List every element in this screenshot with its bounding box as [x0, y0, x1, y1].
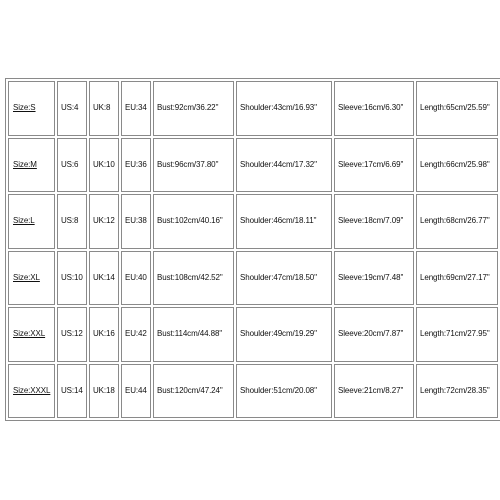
bust-measure: Bust:92cm/36.22'' — [153, 81, 234, 136]
us-size: US:8 — [57, 194, 87, 249]
shoulder-measure: Shoulder:51cm/20.08'' — [236, 364, 332, 419]
shoulder-measure: Shoulder:44cm/17.32'' — [236, 138, 332, 193]
sleeve-measure: Sleeve:21cm/8.27'' — [334, 364, 414, 419]
length-measure: Length:68cm/26.77'' — [416, 194, 498, 249]
eu-size: EU:38 — [121, 194, 151, 249]
eu-size: EU:34 — [121, 81, 151, 136]
uk-size: UK:16 — [89, 307, 119, 362]
uk-size: UK:12 — [89, 194, 119, 249]
shoulder-measure: Shoulder:47cm/18.50'' — [236, 251, 332, 306]
uk-size: UK:8 — [89, 81, 119, 136]
bust-measure: Bust:120cm/47.24'' — [153, 364, 234, 419]
size-label: Size:M — [8, 138, 55, 193]
us-size: US:6 — [57, 138, 87, 193]
bust-measure: Bust:102cm/40.16'' — [153, 194, 234, 249]
us-size: US:14 — [57, 364, 87, 419]
length-measure: Length:71cm/27.95'' — [416, 307, 498, 362]
size-label: Size:XXL — [8, 307, 55, 362]
size-label: Size:L — [8, 194, 55, 249]
sleeve-measure: Sleeve:16cm/6.30'' — [334, 81, 414, 136]
length-measure: Length:65cm/25.59'' — [416, 81, 498, 136]
uk-size: UK:14 — [89, 251, 119, 306]
length-measure: Length:69cm/27.17'' — [416, 251, 498, 306]
us-size: US:10 — [57, 251, 87, 306]
bust-measure: Bust:114cm/44.88'' — [153, 307, 234, 362]
size-row — [8, 251, 498, 306]
length-measure: Length:66cm/25.98'' — [416, 138, 498, 193]
uk-size: UK:10 — [89, 138, 119, 193]
us-size: US:12 — [57, 307, 87, 362]
size-label: Size:XXXL — [8, 364, 55, 419]
us-size: US:4 — [57, 81, 87, 136]
shoulder-measure: Shoulder:46cm/18.11'' — [236, 194, 332, 249]
eu-size: EU:36 — [121, 138, 151, 193]
size-label: Size:XL — [8, 251, 55, 306]
eu-size: EU:42 — [121, 307, 151, 362]
bust-measure: Bust:108cm/42.52'' — [153, 251, 234, 306]
size-chart-table — [5, 78, 500, 421]
shoulder-measure: Shoulder:43cm/16.93'' — [236, 81, 332, 136]
uk-size: UK:18 — [89, 364, 119, 419]
sleeve-measure: Sleeve:20cm/7.87'' — [334, 307, 414, 362]
sleeve-measure: Sleeve:18cm/7.09'' — [334, 194, 414, 249]
eu-size: EU:44 — [121, 364, 151, 419]
size-row — [8, 364, 498, 419]
sleeve-measure: Sleeve:17cm/6.69'' — [334, 138, 414, 193]
shoulder-measure: Shoulder:49cm/19.29'' — [236, 307, 332, 362]
size-row — [8, 81, 498, 136]
size-label: Size:S — [8, 81, 55, 136]
length-measure: Length:72cm/28.35'' — [416, 364, 498, 419]
eu-size: EU:40 — [121, 251, 151, 306]
size-row — [8, 138, 498, 193]
size-row — [8, 194, 498, 249]
size-row — [8, 307, 498, 362]
bust-measure: Bust:96cm/37.80'' — [153, 138, 234, 193]
sleeve-measure: Sleeve:19cm/7.48'' — [334, 251, 414, 306]
